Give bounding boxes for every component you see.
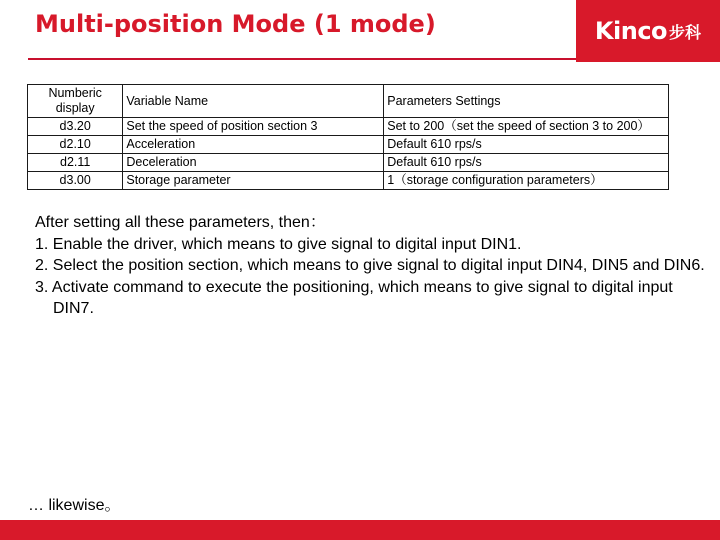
logo-chinese-text: 步科 bbox=[669, 22, 702, 42]
cell-variable-name: Acceleration bbox=[123, 136, 384, 154]
cell-setting: 1（storage configuration parameters） bbox=[384, 172, 669, 190]
cell-display-code: d3.20 bbox=[28, 118, 123, 136]
cell-variable-name: Set the speed of position section 3 bbox=[123, 118, 384, 136]
table-header-row bbox=[28, 85, 669, 118]
footer-note: … likewise。 bbox=[28, 497, 121, 514]
steps-intro: After setting all these parameters, then： bbox=[35, 214, 326, 231]
cell-variable-name: Deceleration bbox=[123, 154, 384, 172]
table-row bbox=[28, 172, 669, 190]
kinco-logo bbox=[576, 0, 720, 62]
step-item: 1. Enable the driver, which means to give signal to digital input DIN1. bbox=[35, 235, 522, 253]
instruction-steps bbox=[35, 212, 715, 320]
header-parameters-settings: Parameters Settings bbox=[384, 85, 669, 118]
parameters-table bbox=[27, 84, 669, 190]
cell-setting: Default 610 rps/s bbox=[384, 154, 669, 172]
header-numeric-display: Numberic display bbox=[28, 85, 123, 118]
logo-wordmark: Kinco bbox=[594, 17, 668, 45]
step-item: 3. Activate command to execute the positioning, which means to give signal to digital input DIN7. bbox=[35, 278, 673, 317]
title-underline bbox=[28, 58, 576, 60]
cell-display-code: d2.10 bbox=[28, 136, 123, 154]
cell-setting: Set to 200（set the speed of section 3 to 200） bbox=[384, 118, 669, 136]
table-row bbox=[28, 118, 669, 136]
table-row bbox=[28, 154, 669, 172]
bottom-accent-bar bbox=[0, 520, 720, 540]
header-variable-name: Variable Name bbox=[123, 85, 384, 118]
page-title: Multi-position Mode (1 mode) bbox=[35, 10, 436, 38]
cell-display-code: d3.00 bbox=[28, 172, 123, 190]
cell-setting: Default 610 rps/s bbox=[384, 136, 669, 154]
step-item: 2. Select the position section, which means to give signal to digital input DIN4, DIN5 and DIN6. bbox=[35, 257, 705, 274]
table-row bbox=[28, 136, 669, 154]
cell-variable-name: Storage parameter bbox=[123, 172, 384, 190]
cell-display-code: d2.11 bbox=[28, 154, 123, 172]
